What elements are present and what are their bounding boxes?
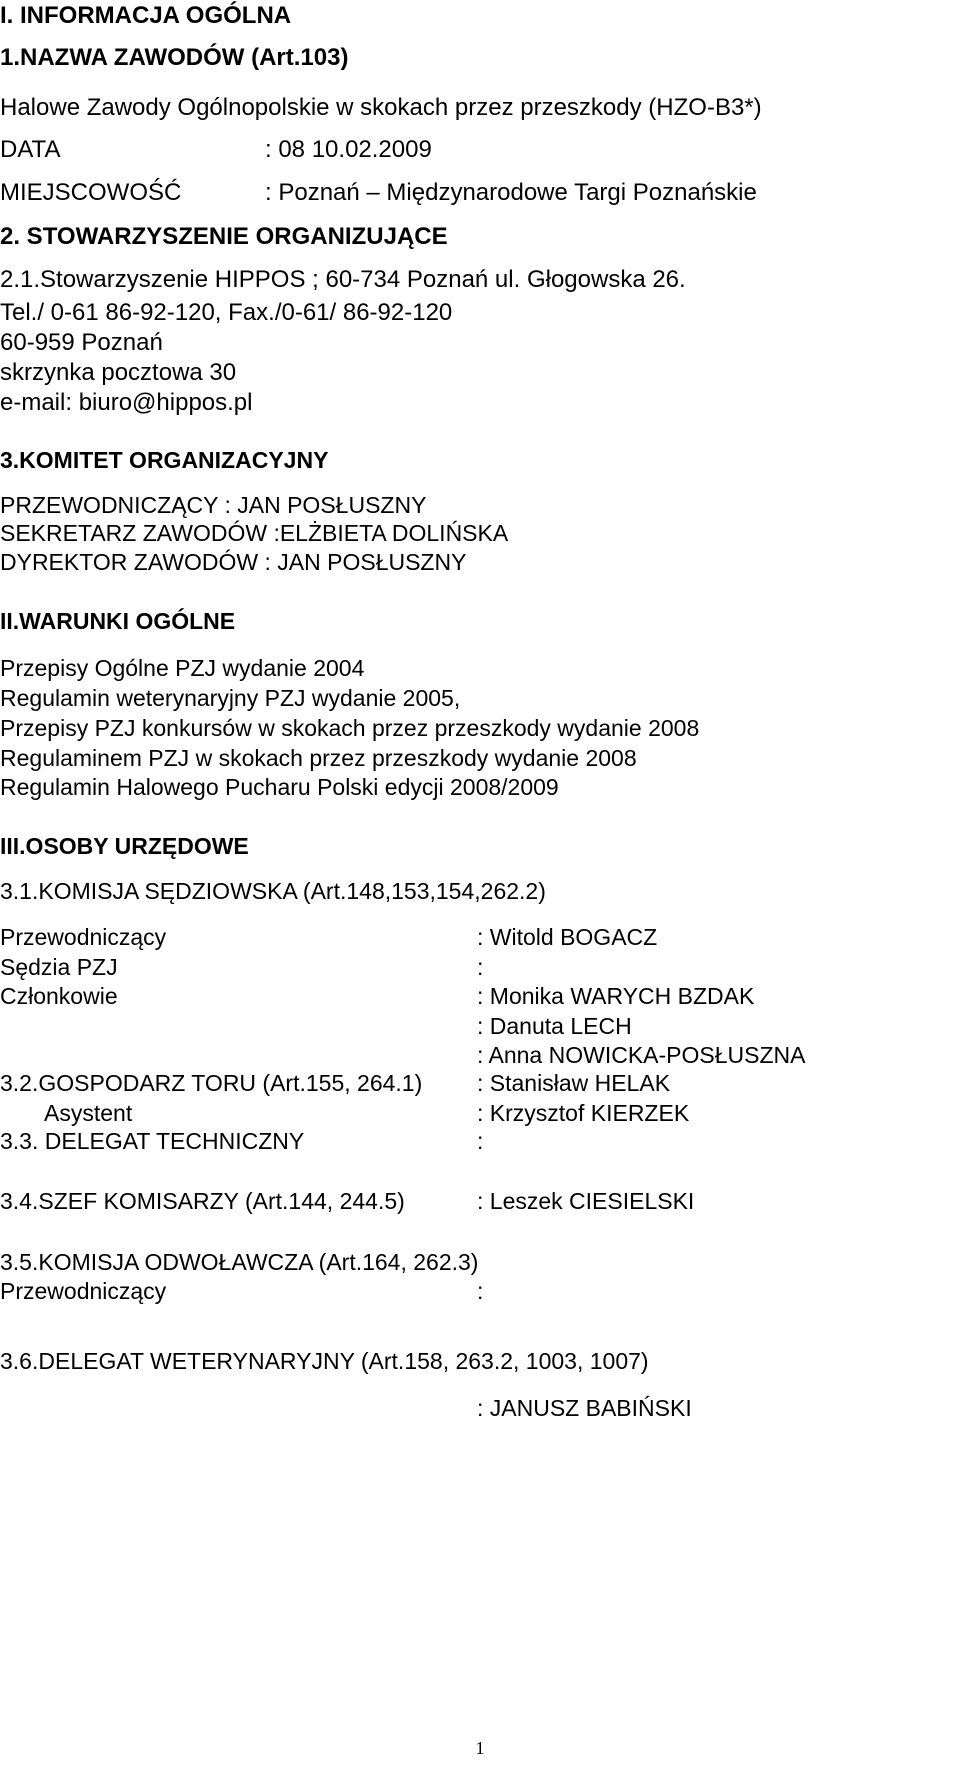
jury-member: : Danuta LECH: [477, 1013, 632, 1039]
jury-judge-label: Sędzia PZJ: [0, 954, 118, 980]
appeal-chair-label: Przewodniczący: [0, 1278, 167, 1304]
jury-member: : Monika WARYCH BZDAK: [477, 983, 755, 1009]
jury-heading: 3.1.KOMISJA SĘDZIOWSKA (Art.148,153,154,262.2): [0, 878, 546, 904]
chief-steward-label: 3.4.SZEF KOMISARZY (Art.144, 244.5): [0, 1188, 405, 1214]
appeal-chair-value: :: [477, 1278, 484, 1304]
vet-delegate-value: : JANUSZ BABIŃSKI: [477, 1395, 692, 1421]
jury-members-label: Członkowie: [0, 983, 118, 1009]
section3-heading: III.OSOBY URZĘDOWE: [0, 833, 249, 859]
jury-chair-label: Przewodniczący: [0, 924, 167, 950]
organizer-postcode: 60-959 Poznań: [0, 329, 163, 356]
course-designer-value: : Stanisław HELAK: [477, 1070, 671, 1096]
place-label: MIEJSCOWOŚĆ: [0, 179, 182, 206]
email-value[interactable]: biuro@hippos.pl: [78, 389, 253, 416]
committee-heading: 3.KOMITET ORGANIZACYJNY: [0, 447, 329, 473]
chief-steward-value: : Leszek CIESIELSKI: [477, 1188, 695, 1214]
date-label: DATA: [0, 136, 61, 163]
organizer-phone: Tel./ 0-61 86-92-120, Fax./0-61/ 86-92-120: [0, 299, 453, 326]
organizer-heading: 2. STOWARZYSZENIE ORGANIZUJĄCE: [0, 223, 448, 250]
rule-item: Regulamin Halowego Pucharu Polski edycji 2008/2009: [0, 774, 559, 800]
section2-heading: II.WARUNKI OGÓLNE: [0, 608, 236, 634]
event-name-heading: 1.NAZWA ZAWODÓW (Art.103): [0, 44, 349, 71]
rule-item: Regulaminem PZJ w skokach przez przeszkody wydanie 2008: [0, 745, 637, 771]
technical-delegate-label: 3.3. DELEGAT TECHNICZNY: [0, 1128, 305, 1154]
organizer-pobox: skrzynka pocztowa 30: [0, 359, 237, 386]
event-name: Halowe Zawody Ogólnopolskie w skokach przez przeszkody (HZO-B3*): [0, 94, 762, 121]
assistant-value: : Krzysztof KIERZEK: [477, 1100, 690, 1126]
place-value: : Poznań – Międzynarodowe Targi Poznańskie: [265, 179, 757, 206]
organizer-address: 2.1.Stowarzyszenie HIPPOS ; 60-734 Poznań ul. Głogowska 26.: [0, 266, 686, 293]
page-number: 1: [475, 1738, 485, 1758]
course-designer-label: 3.2.GOSPODARZ TORU (Art.155, 264.1): [0, 1070, 423, 1096]
committee-director: DYREKTOR ZAWODÓW : JAN POSŁUSZNY: [0, 549, 467, 575]
rule-item: Przepisy PZJ konkursów w skokach przez przeszkody wydanie 2008: [0, 715, 700, 741]
email-label: e-mail:: [0, 389, 73, 416]
jury-judge-value: :: [477, 954, 484, 980]
appeal-committee-heading: 3.5.KOMISJA ODWOŁAWCZA (Art.164, 262.3): [0, 1249, 479, 1275]
date-value: : 08 10.02.2009: [265, 136, 432, 163]
committee-secretary: SEKRETARZ ZAWODÓW :ELŻBIETA DOLIŃSKA: [0, 520, 509, 546]
jury-member: : Anna NOWICKA-POSŁUSZNA: [477, 1042, 806, 1068]
rule-item: Przepisy Ogólne PZJ wydanie 2004: [0, 655, 365, 681]
committee-chair: PRZEWODNICZĄCY : JAN POSŁUSZNY: [0, 492, 427, 518]
section1-heading: I. INFORMACJA OGÓLNA: [0, 2, 292, 29]
assistant-label: Asystent: [44, 1100, 133, 1126]
technical-delegate-value: :: [477, 1128, 484, 1154]
rule-item: Regulamin weterynaryjny PZJ wydanie 2005,: [0, 685, 461, 711]
vet-delegate-heading: 3.6.DELEGAT WETERYNARYJNY (Art.158, 263.2, 1003, 1007): [0, 1348, 649, 1374]
organizer-email-row: [0, 391, 253, 415]
jury-chair-value: : Witold BOGACZ: [477, 924, 658, 950]
